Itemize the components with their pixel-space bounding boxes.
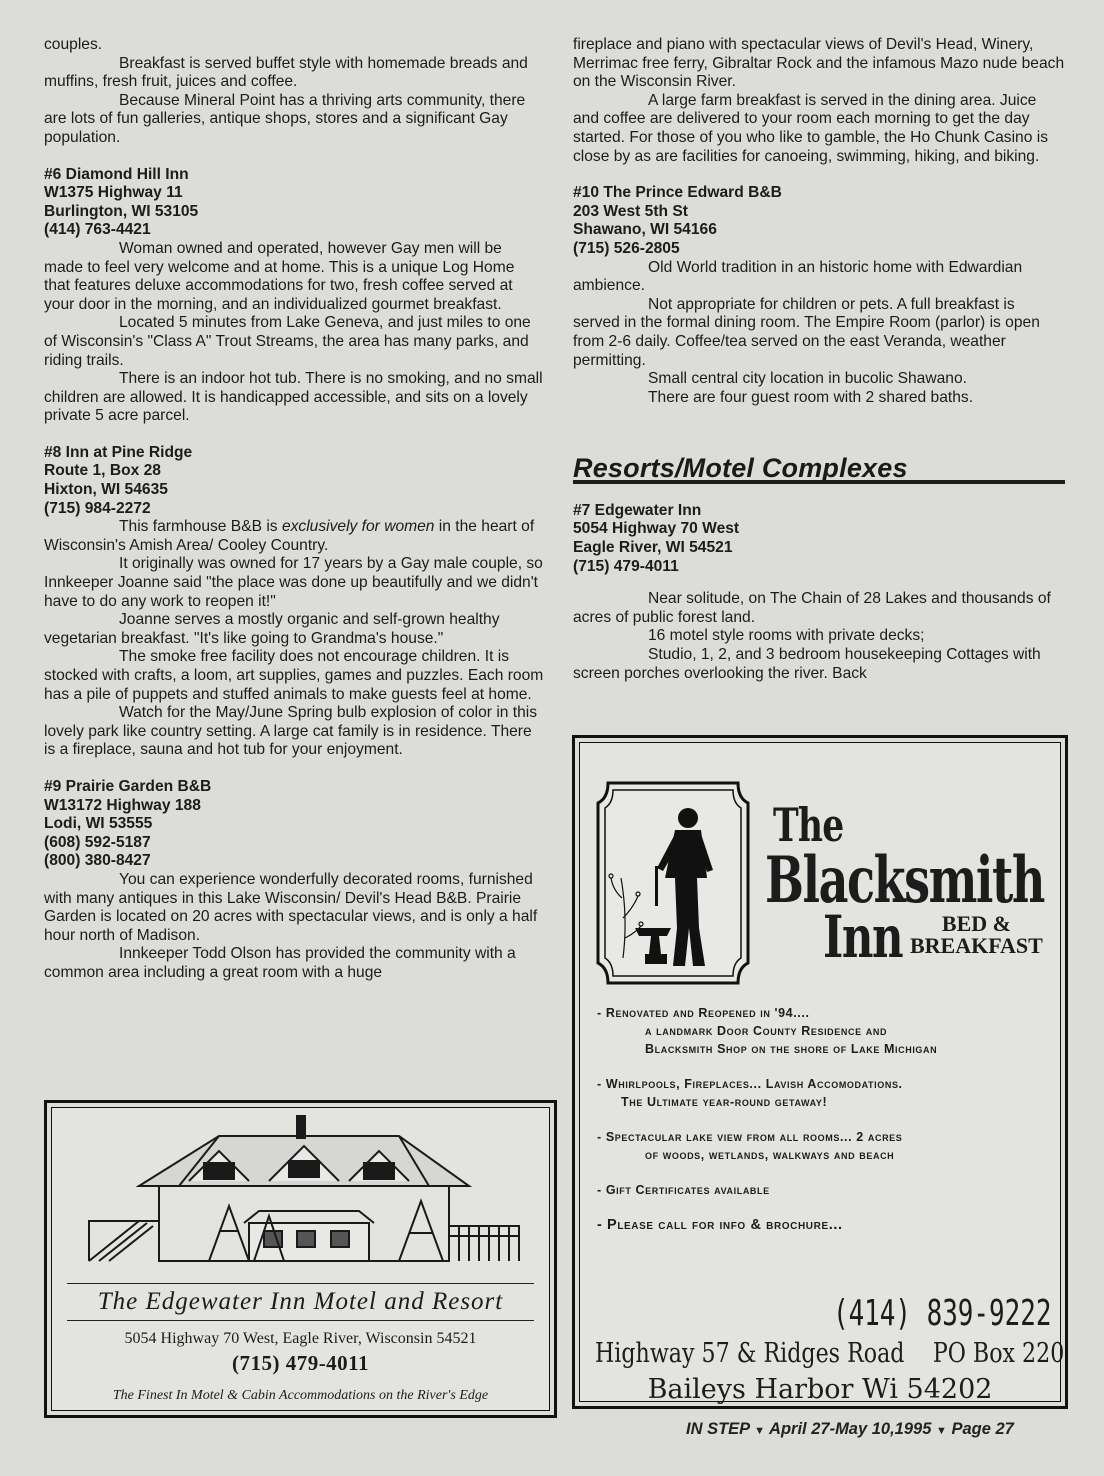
continued-paragraph-2: A large farm breakfast is served in the dining area. Juice and coffee are delivered to your room each morning to get the day started. For those of you who like to gamble, the Ho Chunk Casino is close by as are facilities for canoeing, swimming, hiking, and biking. [573,91,1048,165]
blacksmith-ad-the: The [773,798,844,852]
entry-9-address: W13172 Highway 188 [44,796,201,814]
edgewater-ad-phone: (715) 479-4011 [231,1351,370,1375]
blacksmith-feature-2b: The Ultimate year-round getaway! [621,1095,828,1109]
blacksmith-ad-road: Highway 57 & Ridges Road [595,1338,905,1369]
entry-6-name: #6 Diamond Hill Inn [44,165,189,183]
blacksmith-ad-phone: (414) 839-9222 [832,1293,1051,1334]
entry-8-phone: (715) 984-2272 [44,499,151,517]
edgewater-ad [44,1100,557,1418]
entry-8-paragraph-2: It originally was owned for 17 years by a Gay male couple, so Innkeeper Joanne said "the place was done up beautifully and we didn't have to do any work to reopen it!" [44,555,543,610]
blacksmith-ad-bed-breakfast [910,913,1043,957]
blacksmith-ad-inn: Inn [823,903,903,971]
blacksmith-ad-bb-line-2: BREAKFAST [910,933,1043,958]
blacksmith-feature-3 [597,1128,1057,1164]
footer-page: Page 27 [951,1420,1014,1438]
blacksmith-ad-address-line-1 [595,1338,1065,1369]
blacksmith-ad-blacksmith: Blacksmith [765,843,1044,918]
entry-8-paragraph-3: Joanne serves a mostly organic and self-grown healthy vegetarian breakfast. "It's like going to Grandma's house." [44,611,500,647]
blacksmith-feature-2a: - Whirlpools, Fireplaces... Lavish Accomodations. [597,1077,903,1091]
blacksmith-ad-address-line-2: Baileys Harbor Wi 54202 [647,1374,993,1405]
entry-7-name: #7 Edgewater Inn [573,501,702,519]
blacksmith-ad-bb-line-1: BED & [941,911,1011,936]
blacksmith-feature-1c: Blacksmith Shop on the shore of Lake Michigan [645,1042,938,1056]
edgewater-ad-tagline: The Finest In Motel & Cabin Accommodations on the River's Edge [112,1388,489,1403]
entry-6-city: Burlington, WI 53105 [44,202,199,220]
blacksmith-feature-2 [597,1075,1057,1111]
entry-7-city: Eagle River, WI 54521 [573,539,733,557]
blacksmith-ad-po-box: PO Box 220 [932,1338,1065,1369]
page-footer [686,1420,1014,1439]
entry-8-address: Route 1, Box 28 [44,462,161,480]
blacksmith-silhouette-sign [593,778,753,988]
continued-paragraph: fireplace and piano with spectacular views of Devil's Head, Winery, Merrimac free ferry, Gibraltar Rock and the infamous Mazo nude beach on the Wisconsin River. [573,36,1065,91]
footer-separator-icon-2: ▼ [935,1425,947,1437]
footer-date: April 27-May 10,1995 [769,1420,932,1438]
right-column [573,36,1065,683]
section-title: Resorts/Motel Complexes [573,459,1065,484]
entry-8-city: Hixton, WI 54635 [44,481,168,499]
entry-10-phone: (715) 526-2805 [573,239,680,257]
entry-8-header [44,444,544,518]
entry-7-header [573,502,1065,576]
entry-8-name: #8 Inn at Pine Ridge [44,443,193,461]
entry-9-header [44,778,544,871]
entry-8-p1-pre: This farmhouse B&B is [119,518,282,536]
footer-publication: IN STEP [686,1420,750,1438]
left-column [44,36,544,983]
entry-10-name: #10 The Prince Edward B&B [573,184,782,202]
intro-paragraph-1: Breakfast is served buffet style with homemade breads and muffins, fresh fruit, juices and coffee. [44,54,528,91]
entry-10-paragraph-4: There are four guest room with 2 shared baths. [648,388,974,406]
entry-6-paragraph-2: Located 5 minutes from Lake Geneva, and just miles to one of Wisconsin's "Class A" Trout Streams, the area has many parks, and riding trails. [44,314,531,369]
entry-7-paragraph-3: Studio, 1, 2, and 3 bedroom housekeeping Cottages with screen porches overlooking the river. Back [573,646,1041,682]
entry-8-p1-emphasis: exclusively for women [281,518,435,536]
entry-10-city: Shawano, WI 54166 [573,221,717,239]
entry-9-name: #9 Prairie Garden B&B [44,777,212,795]
entry-9-phone-2: (800) 380-8427 [44,852,151,870]
blacksmith-feature-3b: of woods, wetlands, walkways and beach [645,1148,895,1162]
blacksmith-feature-1a: - Renovated and Reopened in '94.... [597,1006,810,1020]
entry-7-address: 5054 Highway 70 West [573,520,740,538]
edgewater-house-illustration [69,1111,529,1281]
entry-8-paragraph-1 [44,518,544,555]
blacksmith-feature-3a: - Spectacular lake view from all rooms... 2 acres [597,1130,903,1144]
entry-10-paragraph-1: Old World tradition in an historic home with Edwardian ambience. [573,258,1023,295]
blacksmith-ad-features [597,1004,1057,1251]
intro-line: couples. [44,36,103,53]
blacksmith-feature-1 [597,1004,1057,1058]
entry-7-phone: (715) 479-4011 [573,557,679,575]
entry-9-paragraph-1: You can experience wonderfully decorated rooms, furnished with many antiques in this Lake Wisconsin/ Devil's Head B&B. Prairie Garden is located on 20 acres with spectacular views, and is only a half hour north of Madison. [44,870,538,944]
entry-9-city: Lodi, WI 53555 [44,815,153,833]
intro-paragraph-2: Because Mineral Point has a thriving arts community, there are lots of fun galleries, antique shops, stores and a significant Gay population. [44,91,526,146]
footer-separator-icon: ▼ [754,1425,766,1437]
blacksmith-feature-4: - Gift Certificates available [597,1183,770,1197]
entry-10-header [573,184,1065,258]
edgewater-ad-address: 5054 Highway 70 West, Eagle River, Wisconsin 54521 [124,1330,477,1347]
entry-6-phone: (414) 763-4421 [44,221,151,239]
entry-6-address: W1375 Highway 11 [44,184,183,202]
entry-9-paragraph-2: Innkeeper Todd Olson has provided the community with a common area including a great room with a huge [44,945,516,981]
blacksmith-feature-5: - Please call for info & brochure... [597,1217,843,1233]
blacksmith-ad [572,735,1068,1409]
entry-7-paragraph-2: 16 motel style rooms with private decks; [648,627,925,645]
entry-6-paragraph-3: There is an indoor hot tub. There is no smoking, and no small children are allowed. It is handicapped accessible, and sits on a lovely private 5 acre parcel. [44,370,543,425]
entry-8-p1-post: in the heart of Wisconsin's Amish Area/ Cooley Country. [44,518,535,554]
entry-10-address: 203 West 5th St [573,202,688,220]
blacksmith-feature-1b: a landmark Door County Residence and [645,1024,888,1038]
entry-6-paragraph-1: Woman owned and operated, however Gay men will be made to feel very welcome and at home. This is a unique Log Home that features deluxe accommodations for two, fresh coffee served at your door in the morning, and an individualized gourmet breakfast. [44,239,515,313]
edgewater-ad-name: The Edgewater Inn Motel and Resort [67,1283,534,1321]
entry-6-header [44,166,544,240]
entry-10-paragraph-2: Not appropriate for children or pets. A full breakfast is served in the formal dining room. The Empire Room (parlor) is open from 2-6 daily. Coffee/tea served on the east Veranda, weather permitting. [573,295,1040,369]
entry-7-paragraph-1: Near solitude, on The Chain of 28 Lakes and thousands of acres of public forest land. [573,590,1051,626]
entry-9-phone-1: (608) 592-5187 [44,833,151,851]
entry-8-paragraph-5: Watch for the May/June Spring bulb explosion of color in this lovely park like country setting. A large cat family is in residence. There is a fireplace, sauna and hot tub for your enjoyment. [44,704,538,759]
entry-10-paragraph-3: Small central city location in bucolic Shawano. [648,370,967,388]
entry-8-paragraph-4: The smoke free facility does not encourage children. It is stocked with crafts, a loom, art supplies, games and puzzles. Each room has a pile of puppets and stuffed animals to make guests feel at home. [44,648,544,703]
